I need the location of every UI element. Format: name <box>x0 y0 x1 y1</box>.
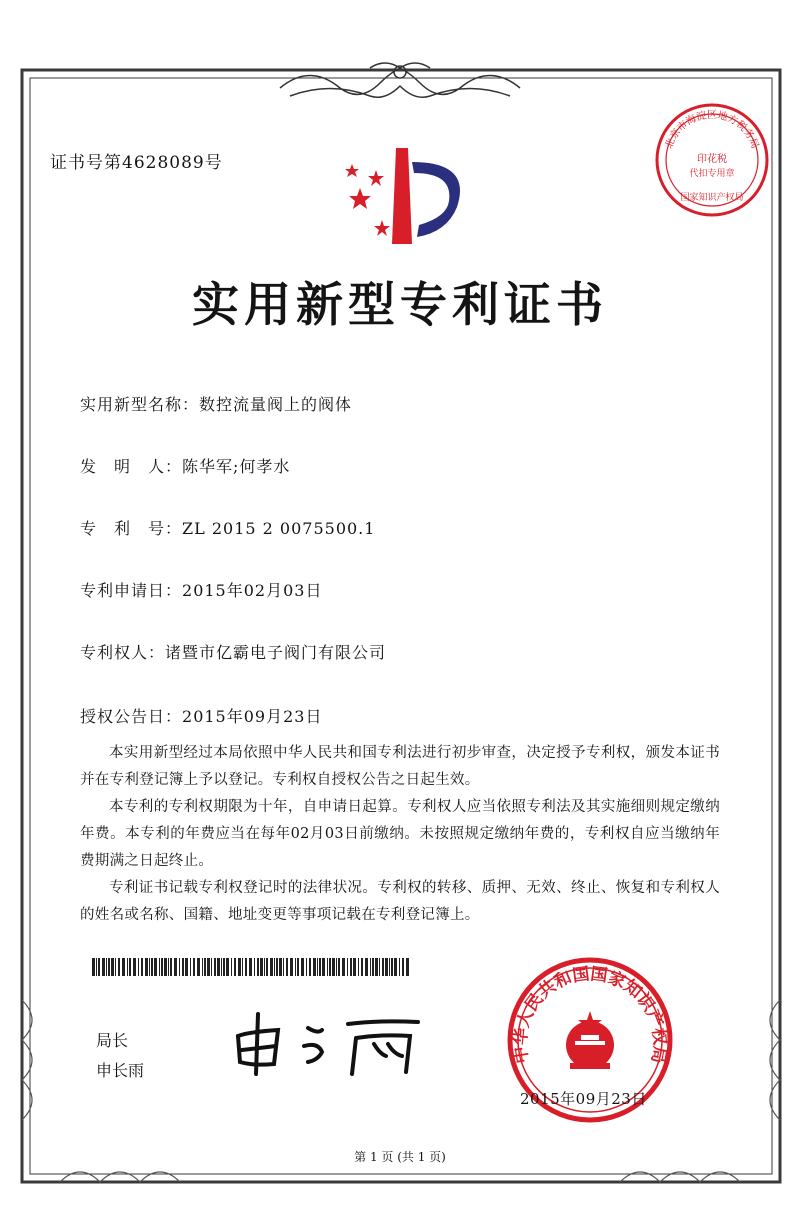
barcode-bar <box>170 958 172 976</box>
barcode-bar <box>217 958 220 976</box>
barcode-bar <box>138 958 139 976</box>
barcode-bar <box>159 958 160 976</box>
barcode-bar <box>161 958 163 976</box>
barcode-bar <box>358 958 359 976</box>
body-paragraph: 本实用新型经过本局依照中华人民共和国专利法进行初步审查，决定授予专利权，颁发本证书并在专利登记簿上予以登记。专利权自授权公告之日起生效。 <box>80 745 720 788</box>
barcode-bar <box>238 958 241 976</box>
barcode-bar <box>223 958 225 976</box>
barcode-bar <box>179 958 180 976</box>
barcode-bar <box>274 958 275 976</box>
barcode-bar <box>204 958 206 976</box>
barcode-bar <box>309 958 311 976</box>
tax-seal-icon <box>652 100 772 220</box>
field-value: ZL 2015 2 0075500.1 <box>182 519 376 538</box>
barcode-bar <box>221 958 222 976</box>
barcode-bar <box>231 958 232 976</box>
barcode-bar <box>295 958 296 976</box>
field-value: 数控流量阀上的阀体 <box>199 395 353 414</box>
barcode-bar <box>279 958 282 976</box>
barcode-bar <box>276 958 278 976</box>
barcode-bar <box>290 958 293 976</box>
field-patentee <box>80 640 386 663</box>
barcode-bar <box>190 958 191 976</box>
barcode-bar <box>327 958 328 976</box>
barcode-bar <box>168 958 169 976</box>
barcode-bar <box>361 958 363 976</box>
barcode-bar <box>242 958 243 976</box>
barcode-bar <box>151 958 153 976</box>
barcode-bar <box>283 958 284 976</box>
barcode-bar <box>322 958 325 976</box>
barcode-bar <box>394 958 397 976</box>
barcode-bar <box>245 958 247 976</box>
barcode-bar <box>342 958 345 976</box>
barcode-bar <box>297 958 299 976</box>
barcode-bar <box>370 958 371 976</box>
certificate-number: 证书号第4628089号 <box>50 153 223 173</box>
field-label: 专利权人： <box>80 643 166 662</box>
director-title: 局长 <box>96 1031 129 1050</box>
barcode-bar <box>207 958 210 976</box>
seal-date: 2015年09月23日 <box>520 1090 647 1108</box>
barcode-bar <box>182 958 184 976</box>
tax-seal-bottom-text: 国家知识产权局 <box>680 193 744 203</box>
office-seal-text: 中华人民共和国国家知识产权局 <box>510 964 670 1065</box>
barcode-bar <box>329 958 331 976</box>
barcode-bar <box>108 958 110 976</box>
field-patent-number <box>80 516 375 539</box>
field-label: 发 明 人： <box>80 457 183 476</box>
barcode-icon <box>92 958 410 976</box>
field-inventor <box>80 454 290 477</box>
barcode-bar <box>270 958 273 976</box>
barcode-bar <box>266 958 268 976</box>
barcode-bar <box>211 958 212 976</box>
barcode-bar <box>353 958 356 976</box>
barcode-bar <box>389 958 390 976</box>
tax-seal-inner-text-2: 代扣专用章 <box>689 169 735 179</box>
barcode-bar <box>317 958 318 976</box>
barcode-bar <box>306 958 307 976</box>
barcode-bar <box>185 958 188 976</box>
barcode-bar <box>336 958 337 976</box>
field-filing-date <box>80 578 322 601</box>
barcode-bar <box>214 958 216 976</box>
barcode-bar <box>375 958 378 976</box>
barcode-bar <box>332 958 335 976</box>
director-block <box>96 1026 144 1086</box>
barcode-bar <box>141 958 143 976</box>
body-paragraph: 本专利的专利权期限为十年，自申请日起算。专利权人应当依照专利法及其实施细则规定缴纳年费。本专利的年费应当在每年02月03日前缴纳。未按照规定缴纳年费的，专利权自应当缴纳年费期满之日起终止。 <box>80 799 720 869</box>
barcode-bar <box>118 958 120 976</box>
barcode-bar <box>115 958 116 976</box>
barcode-bar <box>197 958 200 976</box>
barcode-bar <box>98 958 100 976</box>
barcode-bar <box>249 958 252 976</box>
top-ornament-icon <box>270 58 530 108</box>
barcode-bar <box>399 958 400 976</box>
barcode-bar <box>154 958 157 976</box>
page-number: 第 1 页 (共 1 页) <box>354 1150 446 1164</box>
field-label: 专利申请日： <box>80 581 183 600</box>
barcode-bar <box>193 958 195 976</box>
field-label: 实用新型名称： <box>80 395 200 414</box>
barcode-bar <box>391 958 393 976</box>
barcode-bar <box>122 958 125 976</box>
director-name: 申长雨 <box>96 1061 145 1080</box>
barcode-bar <box>102 958 105 976</box>
barcode-bar <box>92 958 95 976</box>
tax-seal-outer-text: 北京市海淀区地方税务局 <box>663 110 761 151</box>
field-value: 诸暨市亿霸电子阀门有限公司 <box>165 643 387 662</box>
barcode-bar <box>402 958 404 976</box>
barcode-bar <box>127 958 128 976</box>
barcode-bar <box>406 958 409 976</box>
barcode-bar <box>164 958 167 976</box>
certificate-body <box>80 740 720 929</box>
barcode-bar <box>257 958 259 976</box>
barcode-bar <box>264 958 265 976</box>
barcode-bar <box>319 958 321 976</box>
barcode-bar <box>129 958 131 976</box>
body-paragraph: 专利证书记载专利权登记时的法律状况。专利权的转移、质押、无效、终止、恢复和专利权人的姓名或名称、国籍、地址变更等事项记载在专利登记簿上。 <box>80 880 720 923</box>
barcode-bar <box>202 958 203 976</box>
barcode-bar <box>372 958 374 976</box>
barcode-bar <box>254 958 255 976</box>
barcode-bar <box>96 958 97 976</box>
tax-seal-inner-text-1: 印花税 <box>697 154 727 165</box>
barcode-bar <box>385 958 388 976</box>
patent-office-emblem-icon <box>338 140 468 250</box>
barcode-bar <box>286 958 288 976</box>
barcode-bar <box>260 958 263 976</box>
barcode-bar <box>149 958 150 976</box>
page-title: 实用新型专利证书 <box>192 278 608 333</box>
barcode-bar <box>301 958 304 976</box>
barcode-bar <box>347 958 348 976</box>
field-value: 2015年09月23日 <box>182 707 323 726</box>
barcode-bar <box>338 958 340 976</box>
barcode-bar <box>234 958 236 976</box>
barcode-bar <box>226 958 229 976</box>
barcode-bar <box>106 958 107 976</box>
barcode-bar <box>174 958 177 976</box>
barcode-bar <box>379 958 380 976</box>
field-utility-model-name <box>80 392 352 415</box>
field-label: 专 利 号： <box>80 519 183 538</box>
barcode-bar <box>133 958 136 976</box>
handwritten-signature-icon <box>228 1008 428 1078</box>
field-value: 陈华军;何孝水 <box>182 457 291 476</box>
barcode-bar <box>111 958 114 976</box>
barcode-bar <box>382 958 384 976</box>
barcode-bar <box>145 958 148 976</box>
field-grant-date <box>80 704 322 727</box>
field-label: 授权公告日： <box>80 707 183 726</box>
barcode-bar <box>365 958 368 976</box>
barcode-bar <box>350 958 352 976</box>
barcode-bar <box>313 958 316 976</box>
field-value: 2015年02月03日 <box>182 581 323 600</box>
